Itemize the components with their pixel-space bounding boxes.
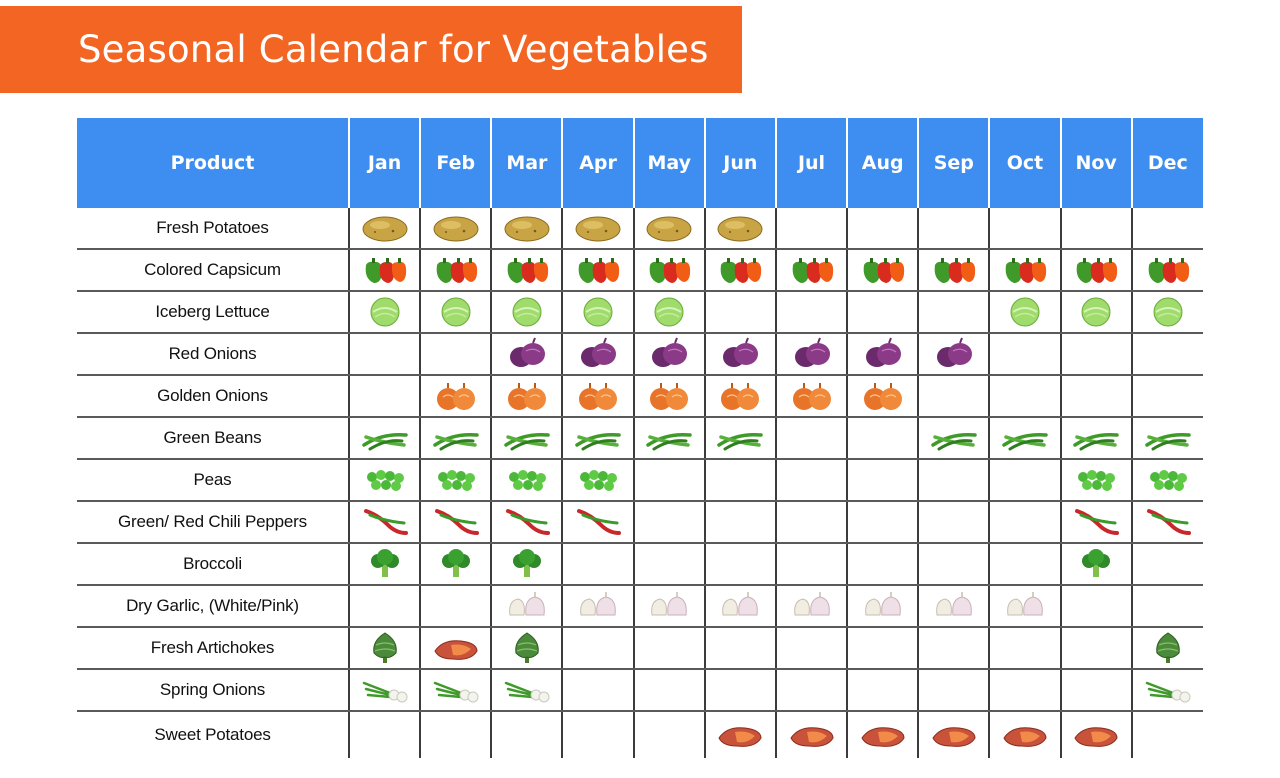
potato-icon (360, 211, 410, 245)
month-cell (847, 375, 918, 417)
golden-onion-icon (787, 379, 837, 413)
garlic-icon (858, 589, 908, 623)
month-cell (1132, 669, 1203, 711)
product-name: Red Onions (77, 333, 349, 375)
month-cell (1132, 627, 1203, 669)
month-cell (989, 627, 1060, 669)
broccoli-icon (431, 547, 481, 581)
month-cell (705, 585, 776, 627)
month-cell (1061, 333, 1132, 375)
golden-onion-icon (858, 379, 908, 413)
month-cell (776, 333, 847, 375)
product-name: Broccoli (77, 543, 349, 585)
month-cell (491, 459, 562, 501)
month-cell (349, 291, 420, 333)
product-name: Sweet Potatoes (154, 725, 271, 744)
product-name: Green/ Red Chili Peppers (77, 501, 349, 543)
month-cell (1061, 249, 1132, 291)
month-cell (705, 249, 776, 291)
month-cell (562, 501, 633, 543)
month-cell (1061, 711, 1132, 758)
month-cell (705, 375, 776, 417)
garlic-icon (715, 589, 765, 623)
column-header-month: Dec (1132, 118, 1203, 208)
chili-pepper-icon (431, 505, 481, 539)
green-beans-icon (644, 421, 694, 455)
table-row (77, 333, 1203, 375)
month-cell (491, 333, 562, 375)
month-cell (705, 669, 776, 711)
peas-icon (431, 463, 481, 497)
broccoli-icon (502, 547, 552, 581)
product-name: Iceberg Lettuce (77, 291, 349, 333)
month-cell (989, 711, 1060, 758)
sweet-potato-icon (715, 718, 765, 752)
capsicum-icon (1071, 253, 1121, 287)
garlic-icon (787, 589, 837, 623)
month-cell (776, 585, 847, 627)
month-cell (420, 543, 491, 585)
month-cell (420, 291, 491, 333)
column-header-month: Jan (349, 118, 420, 208)
month-cell (349, 585, 420, 627)
table-row (77, 501, 1203, 543)
table-row (77, 459, 1203, 501)
green-beans-icon (573, 421, 623, 455)
month-cell (420, 711, 491, 758)
table-row (77, 291, 1203, 333)
month-cell (918, 543, 989, 585)
potato-icon (644, 211, 694, 245)
month-cell (1061, 627, 1132, 669)
product-name: Fresh Artichokes (77, 627, 349, 669)
month-cell (847, 249, 918, 291)
table-row (77, 627, 1203, 669)
month-cell (1132, 417, 1203, 459)
potato-icon (502, 211, 552, 245)
month-cell (776, 208, 847, 249)
month-cell (1132, 375, 1203, 417)
peas-icon (502, 463, 552, 497)
green-beans-icon (1143, 421, 1193, 455)
month-cell (918, 375, 989, 417)
month-cell (847, 291, 918, 333)
lettuce-icon (502, 295, 552, 329)
month-cell (918, 585, 989, 627)
month-cell (562, 249, 633, 291)
golden-onion-icon (715, 379, 765, 413)
month-cell (1132, 291, 1203, 333)
capsicum-icon (858, 253, 908, 287)
month-cell (562, 711, 633, 758)
peas-icon (573, 463, 623, 497)
month-cell (705, 711, 776, 758)
lettuce-icon (431, 295, 481, 329)
month-cell (989, 249, 1060, 291)
month-cell (989, 333, 1060, 375)
product-name: Colored Capsicum (77, 249, 349, 291)
spring-onion-icon (502, 673, 552, 707)
month-cell (776, 375, 847, 417)
month-cell (634, 669, 705, 711)
golden-onion-icon (502, 379, 552, 413)
red-onion-icon (502, 337, 552, 371)
column-header-month: Jun (705, 118, 776, 208)
month-cell (989, 669, 1060, 711)
month-cell (562, 375, 633, 417)
month-cell (491, 291, 562, 333)
month-cell (562, 585, 633, 627)
month-cell (349, 417, 420, 459)
green-beans-icon (1000, 421, 1050, 455)
month-cell (491, 417, 562, 459)
month-cell (847, 543, 918, 585)
sweet-potato-icon (858, 718, 908, 752)
month-cell (634, 249, 705, 291)
spring-onion-icon (360, 673, 410, 707)
month-cell (776, 291, 847, 333)
month-cell (562, 208, 633, 249)
month-cell (491, 543, 562, 585)
month-cell (989, 208, 1060, 249)
sweet-potato-icon (787, 718, 837, 752)
month-cell (847, 501, 918, 543)
capsicum-icon (929, 253, 979, 287)
month-cell (918, 333, 989, 375)
table-row (77, 585, 1203, 627)
month-cell (1061, 208, 1132, 249)
month-cell (1061, 543, 1132, 585)
month-cell (1132, 501, 1203, 543)
month-cell (491, 208, 562, 249)
month-cell (349, 501, 420, 543)
month-cell (1061, 375, 1132, 417)
month-cell (634, 333, 705, 375)
month-cell (420, 249, 491, 291)
potato-icon (573, 211, 623, 245)
product-name: Fresh Potatoes (77, 208, 349, 249)
capsicum-icon (1143, 253, 1193, 287)
month-cell (634, 291, 705, 333)
month-cell (776, 711, 847, 758)
column-header-month: Apr (562, 118, 633, 208)
month-cell (847, 208, 918, 249)
month-cell (1061, 459, 1132, 501)
golden-onion-icon (644, 379, 694, 413)
sweet-potato-icon (929, 718, 979, 752)
column-header-month: Jul (776, 118, 847, 208)
broccoli-icon (1071, 547, 1121, 581)
month-cell (562, 627, 633, 669)
title-banner (0, 6, 742, 93)
table-row (77, 249, 1203, 291)
month-cell (847, 627, 918, 669)
green-beans-icon (502, 421, 552, 455)
potato-icon (431, 211, 481, 245)
product-name: Peas (77, 459, 349, 501)
chili-pepper-icon (1071, 505, 1121, 539)
month-cell (1132, 249, 1203, 291)
month-cell (918, 627, 989, 669)
chili-pepper-icon (502, 505, 552, 539)
month-cell (989, 501, 1060, 543)
month-cell (1132, 543, 1203, 585)
page-title: Seasonal Calendar for Vegetables (78, 28, 709, 71)
green-beans-icon (1071, 421, 1121, 455)
month-cell (705, 208, 776, 249)
month-cell (705, 291, 776, 333)
peas-icon (1143, 463, 1193, 497)
green-beans-icon (360, 421, 410, 455)
month-cell (989, 585, 1060, 627)
green-beans-icon (929, 421, 979, 455)
month-cell (349, 208, 420, 249)
month-cell (349, 669, 420, 711)
column-header-month: May (634, 118, 705, 208)
artichoke-icon (360, 631, 410, 665)
product-name: Green Beans (77, 417, 349, 459)
month-cell (634, 417, 705, 459)
month-cell (634, 208, 705, 249)
garlic-icon (1000, 589, 1050, 623)
golden-onion-icon (431, 379, 481, 413)
month-cell (491, 711, 562, 758)
month-cell (776, 417, 847, 459)
month-cell (491, 375, 562, 417)
month-cell (491, 585, 562, 627)
potato-icon (715, 211, 765, 245)
month-cell (491, 669, 562, 711)
table-row (77, 375, 1203, 417)
spring-onion-icon (431, 673, 481, 707)
green-beans-icon (715, 421, 765, 455)
chili-pepper-icon (573, 505, 623, 539)
broccoli-icon (360, 547, 410, 581)
month-cell (349, 543, 420, 585)
sweet-potato-icon (431, 631, 481, 665)
month-cell (562, 291, 633, 333)
month-cell (420, 585, 491, 627)
month-cell (705, 543, 776, 585)
column-header-month: Feb (420, 118, 491, 208)
capsicum-icon (1000, 253, 1050, 287)
month-cell (776, 543, 847, 585)
artichoke-icon (1143, 631, 1193, 665)
month-cell (1132, 208, 1203, 249)
table-row (77, 669, 1203, 711)
table-row (77, 711, 1203, 758)
month-cell (847, 669, 918, 711)
red-onion-icon (929, 337, 979, 371)
month-cell (420, 208, 491, 249)
month-cell (918, 669, 989, 711)
month-cell (847, 711, 918, 758)
month-cell (847, 459, 918, 501)
column-header-month: Aug (847, 118, 918, 208)
column-header-month: Nov (1061, 118, 1132, 208)
sweet-potato-icon (1071, 718, 1121, 752)
month-cell (349, 627, 420, 669)
red-onion-icon (644, 337, 694, 371)
month-cell (562, 333, 633, 375)
month-cell (989, 417, 1060, 459)
month-cell (420, 333, 491, 375)
product-name: Dry Garlic, (White/Pink) (77, 585, 349, 627)
column-header-month: Mar (491, 118, 562, 208)
month-cell (1132, 585, 1203, 627)
month-cell (989, 375, 1060, 417)
month-cell (705, 459, 776, 501)
red-onion-icon (787, 337, 837, 371)
month-cell (705, 627, 776, 669)
lettuce-icon (644, 295, 694, 329)
month-cell (349, 711, 420, 758)
month-cell (420, 501, 491, 543)
table-row (77, 543, 1203, 585)
month-cell (420, 669, 491, 711)
column-header-month: Oct (989, 118, 1060, 208)
month-cell (634, 585, 705, 627)
chili-pepper-icon (360, 505, 410, 539)
table-body (77, 208, 1203, 758)
chili-pepper-icon (1143, 505, 1193, 539)
month-cell (562, 543, 633, 585)
month-cell (918, 417, 989, 459)
product-name: Golden Onions (77, 375, 349, 417)
month-cell (918, 501, 989, 543)
month-cell (847, 417, 918, 459)
peas-icon (360, 463, 410, 497)
month-cell (918, 291, 989, 333)
month-cell (1061, 417, 1132, 459)
golden-onion-icon (573, 379, 623, 413)
month-cell (634, 627, 705, 669)
month-cell (1061, 585, 1132, 627)
month-cell (420, 627, 491, 669)
month-cell (491, 501, 562, 543)
spring-onion-icon (1143, 673, 1193, 707)
month-cell (634, 501, 705, 543)
month-cell (562, 459, 633, 501)
month-cell (1132, 711, 1203, 758)
month-cell (420, 417, 491, 459)
month-cell (1061, 669, 1132, 711)
month-cell (1132, 459, 1203, 501)
red-onion-icon (715, 337, 765, 371)
month-cell (918, 249, 989, 291)
lettuce-icon (1000, 295, 1050, 329)
table-row (77, 417, 1203, 459)
lettuce-icon (1143, 295, 1193, 329)
capsicum-icon (360, 253, 410, 287)
capsicum-icon (502, 253, 552, 287)
month-cell (847, 333, 918, 375)
month-cell (776, 501, 847, 543)
capsicum-icon (715, 253, 765, 287)
column-header-product: Product (77, 118, 349, 208)
month-cell (634, 375, 705, 417)
product-name: Spring Onions (77, 669, 349, 711)
lettuce-icon (573, 295, 623, 329)
column-header-month: Sep (918, 118, 989, 208)
table-row (77, 208, 1203, 249)
month-cell (776, 249, 847, 291)
month-cell (705, 333, 776, 375)
table-header-row (77, 118, 1203, 208)
lettuce-icon (360, 295, 410, 329)
seasonal-calendar-table (77, 118, 1203, 758)
month-cell (1132, 333, 1203, 375)
month-cell (562, 669, 633, 711)
month-cell (989, 459, 1060, 501)
capsicum-icon (431, 253, 481, 287)
month-cell (989, 543, 1060, 585)
capsicum-icon (644, 253, 694, 287)
red-onion-icon (573, 337, 623, 371)
month-cell (491, 627, 562, 669)
month-cell (918, 208, 989, 249)
month-cell (349, 375, 420, 417)
artichoke-icon (502, 631, 552, 665)
month-cell (349, 333, 420, 375)
garlic-icon (573, 589, 623, 623)
garlic-icon (502, 589, 552, 623)
lettuce-icon (1071, 295, 1121, 329)
red-onion-icon (858, 337, 908, 371)
month-cell (349, 249, 420, 291)
month-cell (420, 375, 491, 417)
garlic-icon (644, 589, 694, 623)
month-cell (1061, 501, 1132, 543)
month-cell (491, 249, 562, 291)
month-cell (776, 669, 847, 711)
month-cell (1061, 291, 1132, 333)
peas-icon (1071, 463, 1121, 497)
month-cell (918, 711, 989, 758)
month-cell (776, 627, 847, 669)
month-cell (705, 417, 776, 459)
capsicum-icon (573, 253, 623, 287)
month-cell (634, 543, 705, 585)
month-cell (705, 501, 776, 543)
month-cell (634, 459, 705, 501)
sweet-potato-icon (1000, 718, 1050, 752)
month-cell (562, 417, 633, 459)
month-cell (989, 291, 1060, 333)
capsicum-icon (787, 253, 837, 287)
month-cell (918, 459, 989, 501)
month-cell (776, 459, 847, 501)
month-cell (847, 585, 918, 627)
garlic-icon (929, 589, 979, 623)
month-cell (634, 711, 705, 758)
month-cell (349, 459, 420, 501)
month-cell (420, 459, 491, 501)
green-beans-icon (431, 421, 481, 455)
